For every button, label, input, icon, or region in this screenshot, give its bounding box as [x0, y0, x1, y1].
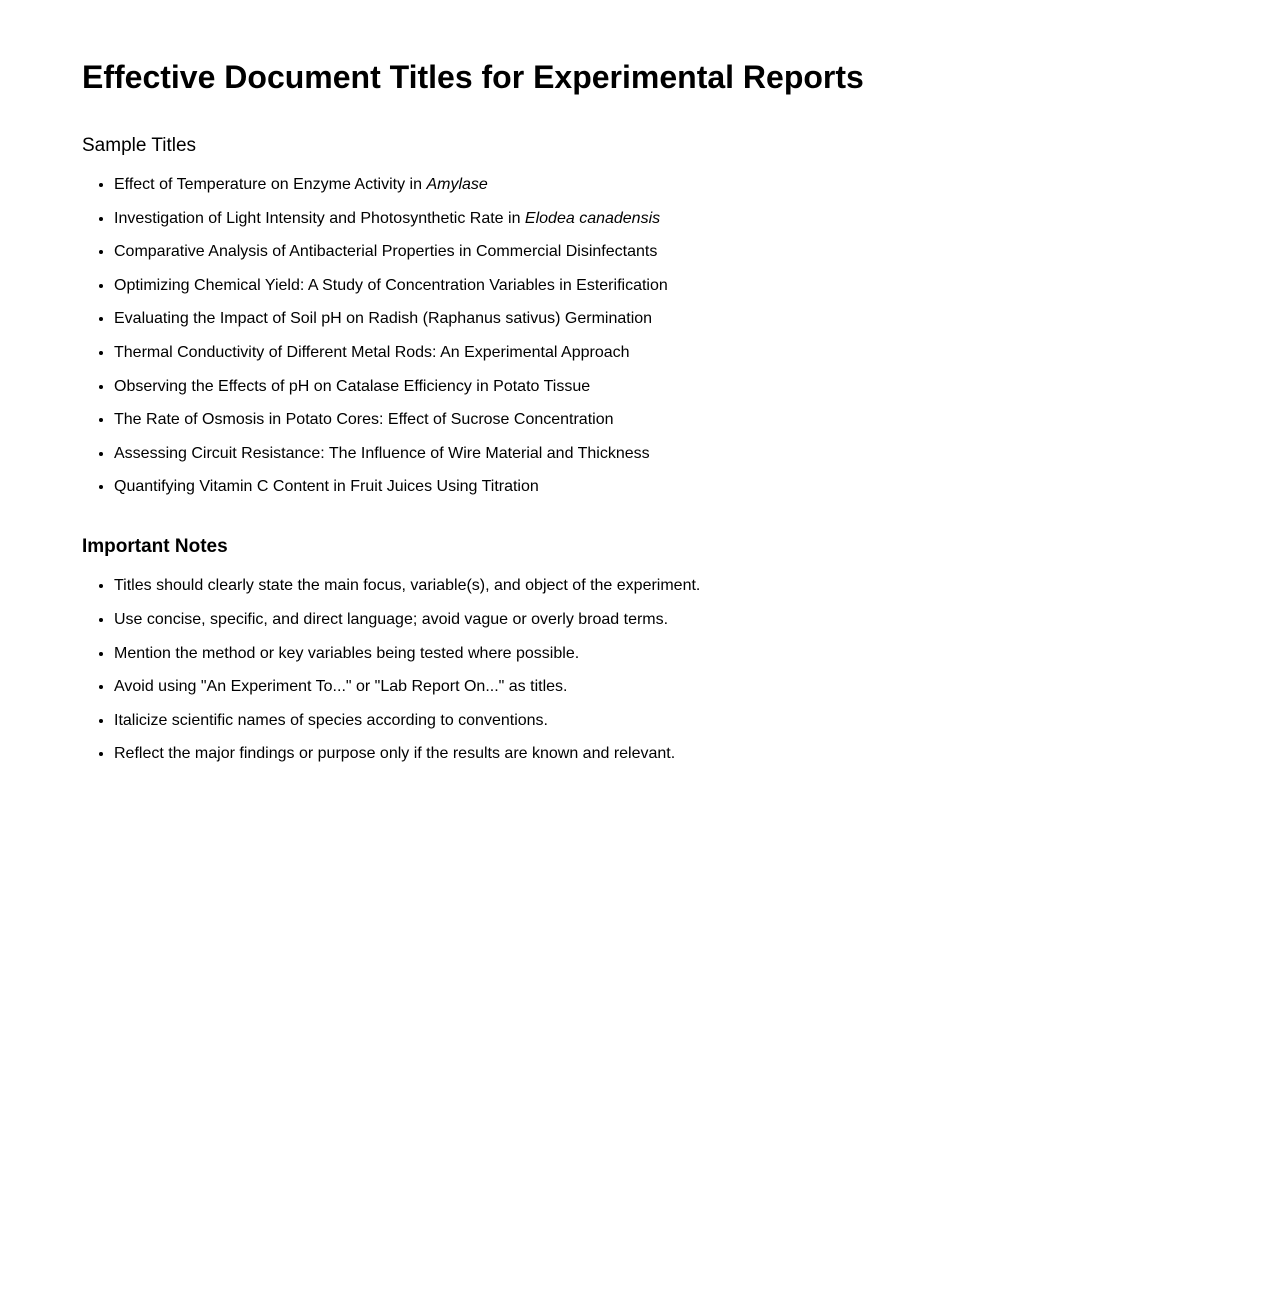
list-item: • Effect of Temperature on Enzyme Activity in Amylase: [114, 175, 1278, 194]
list-item: • Assessing Circuit Resistance: The Influence of Wire Material and Thickness: [114, 444, 1278, 463]
important-notes-list: [82, 576, 1278, 763]
list-item: • Use concise, specific, and direct language; avoid vague or overly broad terms.: [114, 610, 1278, 629]
species-name: Elodea canadensis: [524, 209, 661, 227]
list-item: • Evaluating the Impact of Soil pH on Radish (Raphanus sativus) Germination: [114, 309, 1278, 328]
list-item: • Reflect the major findings or purpose only if the results are known and relevant.: [114, 744, 1278, 763]
sample-titles-list: [82, 175, 1278, 496]
list-item: • Italicize scientific names of species according to conventions.: [114, 711, 1278, 730]
list-item: • Thermal Conductivity of Different Metal Rods: An Experimental Approach: [114, 343, 1278, 362]
list-item: • Mention the method or key variables being tested where possible.: [114, 644, 1278, 663]
sample-titles-heading: Sample Titles: [82, 135, 197, 156]
list-item: • The Rate of Osmosis in Potato Cores: Effect of Sucrose Concentration: [114, 410, 1278, 429]
species-name: Amylase: [426, 176, 488, 193]
list-item: • Investigation of Light Intensity and Photosynthetic Rate in Elodea canadensis: [114, 209, 1278, 228]
list-item: • Optimizing Chemical Yield: A Study of Concentration Variables in Esterification: [114, 276, 1278, 295]
list-item: • Quantifying Vitamin C Content in Fruit Juices Using Titration: [114, 477, 1278, 496]
page-title: Effective Document Titles for Experimental Reports: [82, 59, 864, 95]
list-item: • Comparative Analysis of Antibacterial Properties in Commercial Disinfectants: [114, 242, 1278, 261]
list-item: • Titles should clearly state the main focus, variable(s), and object of the experiment.: [114, 576, 1278, 595]
list-item: • Avoid using "An Experiment To..." or "Lab Report On..." as titles.: [114, 677, 1278, 696]
important-notes-heading: Important Notes: [82, 536, 228, 558]
list-item: • Observing the Effects of pH on Catalase Efficiency in Potato Tissue: [114, 377, 1278, 396]
